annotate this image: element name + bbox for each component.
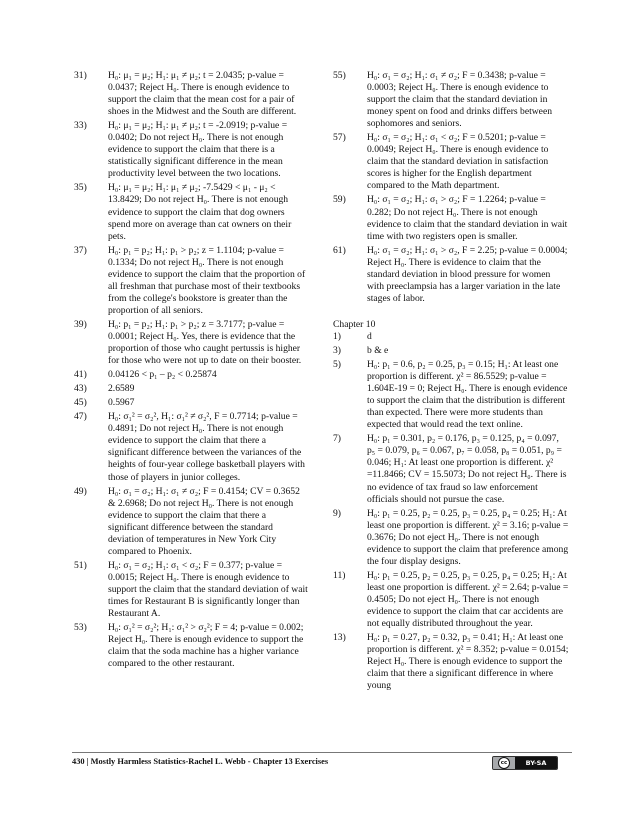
exercise-answer — [333, 194, 569, 242]
exercise-number: 59) — [333, 194, 346, 206]
exercise-answer — [74, 560, 308, 620]
exercise-number: 47) — [74, 411, 87, 423]
exercise-answer-text: H₀: p₁ = 0.25, p₂ = 0.25, p₃ = 0.25, p₄ = 0.25; H₁: At least one proportion is different. χ² = 2.64; p-value = 0.4505; Do not eject H₀. There is not enough evidence to support the claim that car accidents are not equally distributed throughout the year. — [367, 569, 569, 630]
exercise-number: 41) — [74, 369, 87, 381]
exercise-answer-text: H₀: σ₁² = σ₂²; H₁: σ₁² > σ₂²; F = 4; p-value = 0.002; Reject H₀. There is enough evidence to support the claim that the soda machine has a higher variance compared to the other restaurant. — [108, 622, 304, 670]
exercise-number: 39) — [74, 318, 87, 330]
exercise-number: 51) — [74, 559, 87, 571]
chapter-items — [333, 331, 569, 692]
exercise-answer-text: d — [367, 330, 372, 342]
exercise-number: 9) — [333, 507, 341, 519]
exercise-answer-text: H₀: p₁ = 0.6, p₂ = 0.25, p₃ = 0.15; H₁: At least one proportion is different. χ² = 86.5529; p-value = 1.604E-19 = 0; Reject H₀. There is enough evidence to support the claim that the distribution is different than expected. There were more students than expected that would read the text online. — [367, 359, 568, 431]
exercise-answer — [74, 245, 308, 317]
exercise-answer-text: H₀: σ₁ = σ₂; H₁: σ₁ > σ₂, F = 2.25; p-value = 0.0004; Reject H₀. There is evidence to claim that the standard deviation in blood pressure for women with preeclampsia has a larger variation in the late stages of labor. — [367, 244, 568, 304]
exercise-answer-text: 0.04126 < p₁ – p₂ < 0.25874 — [108, 369, 217, 381]
cc-icon: cc — [493, 757, 515, 769]
exercise-number: 53) — [74, 622, 87, 634]
license-badge[interactable] — [492, 756, 558, 770]
exercise-answer-text: H₀: μ₁ = μ₂; H₁: μ₁ ≠ μ₂; -7.5429 < μ₁ - μ₂ < 13.8429; Do not reject H₀. There is not enough evidence to support the claim that dog owners spend more on average than cat owners on their pets. — [108, 182, 292, 242]
page-footer: 430 | Mostly Harmless Statistics-Rachel L. Webb - Chapter 13 Exercises — [72, 757, 329, 766]
exercise-answer — [333, 508, 569, 568]
exercise-number: 1) — [333, 330, 341, 342]
exercise-answer — [333, 632, 569, 692]
exercise-number: 55) — [333, 70, 346, 81]
exercise-number: 13) — [333, 632, 346, 644]
exercise-answer-text: 2.6589 — [108, 383, 135, 395]
exercise-answer-text: H₀: σ₁ = σ₂; H₁: σ₁ ≠ σ₂; F = 0.3438; p-value = 0.0003; Reject H₀. There is enough evidence to support the claim that the standard deviation in money spent on food and drinks differs between sophomores and seniors. — [367, 70, 552, 130]
exercise-number: 37) — [74, 244, 87, 256]
exercise-answer-text: H₀: p₁ = p₂; H₁: p₁ > p₂; z = 3.7177; p-value = 0.0001; Reject H₀. Yes, there is evidence that the proportion of those who caught pertussis is higher for those who were not up to date on their booster. — [108, 318, 302, 367]
exercise-answer-text: H₀: σ₁ = σ₂; H₁: σ₁ > σ₂; F = 1.2264; p-value = 0.282; Do not reject H₀. There is not enough evidence to claim that the standard deviation in wait time with two registers open is smaller. — [367, 194, 568, 242]
exercise-answer-text: H₀: p₁ = 0.301, p₂ = 0.176, p₃ = 0.125, p₄ = 0.097, p₅ = 0.079, p₆ = 0.067, p₇ = 0.058, p₈ = 0.051, p₉ = 0.046; H₁: At least one proportion is different. χ² =11.8466; CV = 15.5073; Do not reject H₀. There is no evidence of tax fraud so law enforcement officials should not pursue the case. — [367, 433, 567, 505]
exercise-answer — [333, 433, 569, 505]
exercise-answer-text: H₀: p₁ = 0.27, p₂ = 0.32, p₃ = 0.41; H₁: At least one proportion is different. χ² = 8.352; p-value = 0.0154; Reject H₀. There is enough evidence to support the claim that there a significant difference in where young — [367, 632, 569, 692]
exercise-answer — [74, 319, 308, 367]
exercise-answer-text: H₀: p₁ = p₂; H₁: p₁ > p₂; z = 1.1104; p-value = 0.1334; Do not reject H₀. There is not enough evidence to support the claim that the proportion of all freshman that purchase most of their textbooks from the college's bookstore is greater than the proportion of all seniors. — [108, 244, 306, 316]
exercise-answer — [333, 570, 569, 630]
exercise-number: 45) — [74, 397, 87, 409]
exercise-answer — [333, 345, 569, 357]
exercise-answer — [333, 132, 569, 192]
exercise-number: 3) — [333, 344, 341, 356]
right-items — [333, 70, 569, 305]
exercise-number: 57) — [333, 132, 346, 144]
exercise-number: 11) — [333, 569, 346, 581]
exercise-number: 5) — [333, 359, 341, 371]
exercise-number: 43) — [74, 383, 87, 395]
right-column — [333, 70, 569, 694]
exercise-answer-text: H₀: σ₁ = σ₂; H₁: σ₁ < σ₂; F = 0.377; p-value = 0.0015; Reject H₀. There is enough evidence to support the claim that the standard deviation of wait times for Restaurant B is significantly longer than Restaurant A. — [108, 559, 308, 620]
exercise-number: 33) — [74, 120, 87, 132]
exercise-answer — [74, 486, 308, 558]
exercise-answer-text: H₀: μ₁ = μ₂; H₁: μ₁ ≠ μ₂; t = 2.0435; p-value = 0.0437; Reject H₀. There is enough evidence to support the claim that the mean cost for a pair of shoes in the Midwest and the South are different. — [108, 70, 297, 118]
exercise-answer — [74, 120, 308, 180]
exercise-answer — [74, 383, 308, 395]
left-column — [74, 70, 308, 672]
exercise-answer — [333, 70, 569, 130]
exercise-number: 61) — [333, 244, 346, 256]
exercise-answer — [74, 369, 308, 381]
exercise-answer — [333, 245, 569, 305]
exercise-number: 49) — [74, 485, 87, 497]
license-label: BY-SA — [515, 757, 557, 769]
footer-divider — [72, 752, 572, 753]
exercise-answer — [74, 182, 308, 242]
exercise-answer — [333, 331, 569, 343]
exercise-answer-text: H₀: σ₁ = σ₂; H₁: σ₁ ≠ σ₂; F = 0.4154; CV = 0.3652 & 2.6968; Do not reject H₀. There is not enough evidence to support the claim that there a significant difference between the standard deviation of temperatures in New York City compared to Phoenix. — [108, 485, 300, 557]
exercise-answer-text: b & e — [367, 344, 389, 356]
exercise-answer-text: H₀: σ₁ = σ₂; H₁: σ₁ < σ₂; F = 0.5201; p-value = 0.0049; Reject H₀. There is enough evidence to claim that the standard deviation in satisfaction scores is higher for the English department compared to the Math department. — [367, 132, 549, 192]
exercise-answer-text: 0.5967 — [108, 397, 135, 409]
exercise-answer — [74, 397, 308, 409]
exercise-number: 35) — [74, 182, 87, 194]
exercise-answer-text: H₀: p₁ = 0.25, p₂ = 0.25, p₃ = 0.25, p₄ = 0.25; H₁: At least one proportion is different. χ² = 3.16; p-value = 0.3676; Do not eject H₀. There is not enough evidence to support the claim that preference among the four display designs. — [367, 507, 569, 567]
exercise-answer — [74, 411, 308, 483]
chapter-heading: Chapter 10 — [333, 318, 376, 330]
exercise-number: 31) — [74, 70, 87, 81]
exercise-answer — [74, 622, 308, 670]
exercise-number: 7) — [333, 433, 341, 445]
exercise-answer-text: H₀: σ₁² = σ₂², H₁: σ₁² ≠ σ₂², F = 0.7714; p-value = 0.4891; Do not reject H₀. There is not enough evidence to support the claim that there a significant difference between the variances of the heights of four-year college basketball players with those of players in junior colleges. — [108, 411, 305, 483]
exercise-answer — [333, 359, 569, 431]
exercise-answer-text: H₀: μ₁ = μ₂; H₁: μ₁ ≠ μ₂; t = -2.0919; p-value = 0.0402; Do not reject H₀. There is not enough evidence to support the claim that there is a statistically significant difference in the mean productivity level between the two locations. — [108, 120, 288, 180]
exercise-answer — [74, 70, 308, 118]
